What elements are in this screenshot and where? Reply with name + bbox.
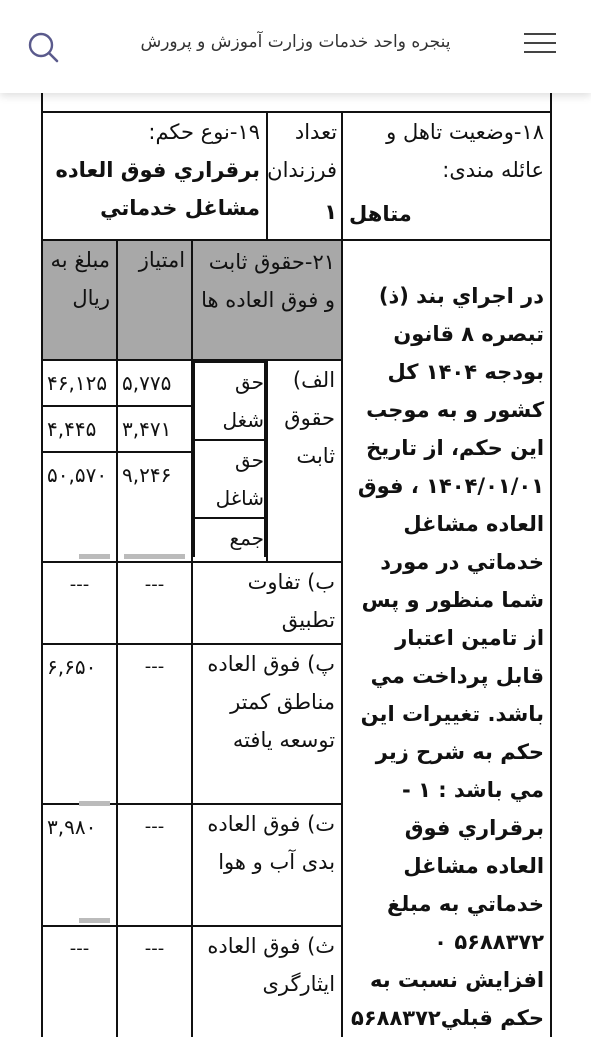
order-type-cell: [42, 112, 267, 240]
item-label: جمع: [194, 518, 265, 557]
item-label: حق شغل: [194, 362, 265, 440]
item-amount: ۴,۴۴۵: [43, 405, 116, 451]
order-table: [41, 93, 552, 1037]
row-label-cell: [192, 926, 342, 1037]
item-points: ۵,۷۷۵: [122, 371, 172, 395]
scroll-indicator: [79, 801, 110, 806]
item-label: حق شاغل: [194, 440, 265, 518]
search-icon[interactable]: [26, 30, 60, 64]
item-points: ۹,۲۴۶: [118, 451, 191, 497]
row-amount: ---: [69, 938, 90, 959]
row-points: ---: [144, 574, 165, 595]
item-amount: ۴۶,۱۲۵: [47, 371, 108, 395]
section-a-subtable: [193, 361, 266, 557]
scroll-indicator: [79, 554, 110, 559]
section-a-label: الف) حقوق ثابت: [284, 368, 336, 468]
children-label: تعداد فرزندان: [267, 120, 338, 182]
description-cell: [342, 240, 551, 1037]
row-amount: ۶,۶۵۰: [47, 655, 97, 679]
row-label: ب) تفاوت تطبیق: [247, 570, 336, 632]
item-points: ۳,۴۷۱: [118, 405, 191, 451]
row-points: ---: [144, 938, 165, 959]
item-amount: ۵۰,۵۷۰: [43, 451, 116, 497]
marital-label: ۱۸-وضعیت تاهل و عائله مندی:: [386, 120, 545, 182]
amount-label: مبلغ به ریال: [50, 248, 111, 310]
section-a-points-cell: [117, 360, 192, 562]
children-value: ۱: [324, 200, 338, 224]
row-label-cell: [192, 804, 342, 926]
section-a-items-cell: [192, 360, 267, 562]
scroll-indicator: [79, 918, 110, 923]
order-type-label: ۱۹-نوع حکم:: [148, 120, 261, 144]
hamburger-menu-icon[interactable]: [524, 33, 556, 59]
row-amount-cell: [42, 926, 117, 1037]
top-bar: [0, 0, 591, 93]
row-label: پ) فوق العاده مناطق کمتر توسعه یافته: [207, 652, 336, 752]
description-text: در اجراي بند (ذ) تبصره ۸ قانون بودجه ۱۴۰۴ کل کشور و به موجب اين حکم، از تاريخ ۱۴۰۴/۰۱/۰۱ ، فوق العاده مشاغل خدماتي در مورد شما منظور و پس از تامين اعتبار قابل پرداخت مي باشد. تغییرات این حکم به شرح زیر مي باشد : ۱ - برقراري فوق العاده مشاغل خدماتي به مبلغ ۵۶۸۸۳۷۲ ۰ افزايش نسبت به حکم قبلي۵۶۸۸۳۷۲: [351, 284, 545, 1030]
row-amount-cell: [42, 804, 117, 926]
scroll-indicator: [124, 554, 185, 559]
order-type-value: برقراري فوق العاده مشاغل خدماتي: [55, 158, 261, 220]
row-amount-cell: [42, 644, 117, 804]
points-header: [117, 240, 192, 360]
top-partial-row: [42, 93, 551, 112]
row-points: ---: [144, 816, 165, 837]
points-label: امتیاز: [138, 248, 186, 272]
row-amount: ---: [69, 574, 90, 595]
amount-header: [42, 240, 117, 360]
row-points-cell: [117, 926, 192, 1037]
row-label: ت) فوق العاده بدی آب و هوا: [207, 812, 336, 874]
marital-value: متاهل: [349, 202, 412, 226]
page-title: پنجره واحد خدمات وزارت آموزش و پرورش: [140, 32, 451, 52]
marital-cell: [342, 112, 551, 240]
row-points-cell: [117, 562, 192, 644]
row-amount: ۳,۹۸۰: [47, 815, 97, 839]
row-label-cell: [192, 644, 342, 804]
rights-header: [192, 240, 342, 360]
row-points-cell: [117, 804, 192, 926]
section-a-amount-cell: [42, 360, 117, 562]
children-cell: [267, 112, 342, 240]
row-label-cell: [192, 562, 342, 644]
row-label: ث) فوق العاده ایثارگری: [207, 934, 336, 996]
order-content[interactable]: [0, 93, 591, 1037]
row-points: ---: [144, 656, 165, 677]
row-amount-cell: [42, 562, 117, 644]
section-a-label-cell: [267, 360, 342, 562]
rights-header-row: [42, 240, 551, 360]
rights-label: ۲۱-حقوق ثابت و فوق العاده ها: [201, 250, 336, 312]
row-points-cell: [117, 644, 192, 804]
info-row: [42, 112, 551, 240]
